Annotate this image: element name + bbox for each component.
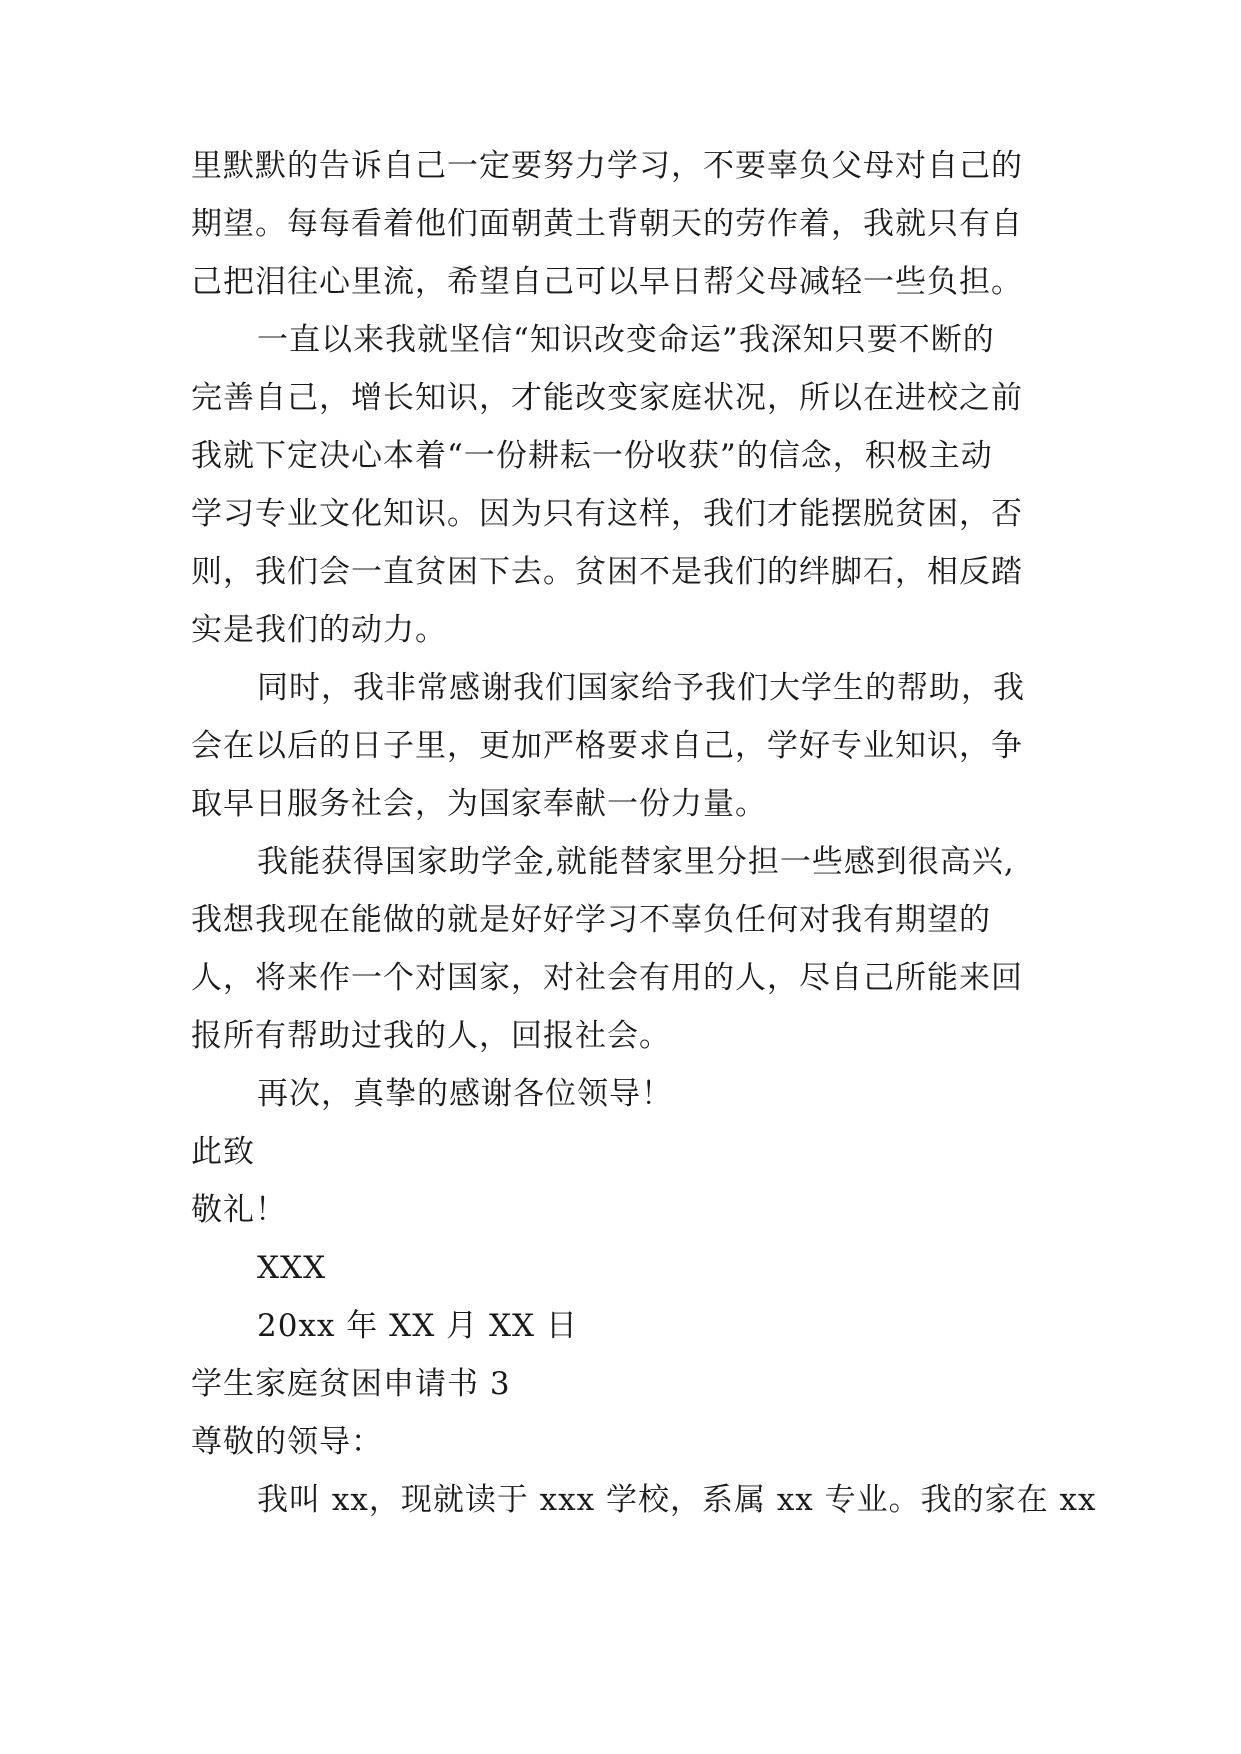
paragraph-line: 我叫 xx，现就读于 xxx 学校，系属 xx 专业。我的家在 xx — [257, 1482, 1097, 1518]
salutation-jingli: 敬礼！ — [191, 1192, 287, 1228]
greeting: 尊敬的领导： — [191, 1424, 383, 1460]
salutation-cizhi: 此致 — [191, 1134, 255, 1170]
signature-date: 20xx 年 XX 月 XX 日 — [257, 1308, 578, 1344]
paragraph-line: 我能获得国家助学金,就能替家里分担一些感到很高兴, — [257, 844, 1015, 880]
paragraph-line: 我就下定决心本着“一份耕耘一份收获”的信念，积极主动 — [191, 438, 993, 474]
paragraph-line: 己把泪往心里流，希望自己可以早日帮父母减轻一些负担。 — [191, 264, 1023, 300]
closing-thanks: 再次，真挚的感谢各位领导！ — [257, 1076, 673, 1112]
paragraph-line: 完善自己，增长知识，才能改变家庭状况，所以在进校之前 — [191, 380, 1023, 416]
paragraph-line: 里默默的告诉自己一定要努力学习，不要辜负父母对自己的 — [191, 148, 1023, 184]
paragraph-line: 学习专业文化知识。因为只有这样，我们才能摆脱贫困，否 — [191, 496, 1023, 532]
section-title: 学生家庭贫困申请书 3 — [191, 1366, 511, 1402]
paragraph-line: 实是我们的动力。 — [191, 612, 447, 648]
paragraph-line: 则，我们会一直贫困下去。贫困不是我们的绊脚石，相反踏 — [191, 554, 1023, 590]
signature-name: XXX — [257, 1250, 327, 1286]
paragraph-line: 一直以来我就坚信“知识改变命运”我深知只要不断的 — [257, 322, 995, 358]
paragraph-line: 报所有帮助过我的人，回报社会。 — [191, 1018, 671, 1054]
paragraph-line: 同时，我非常感谢我们国家给予我们大学生的帮助，我 — [257, 670, 1025, 706]
paragraph-line: 我想我现在能做的就是好好学习不辜负任何对我有期望的 — [191, 902, 991, 938]
paragraph-line: 会在以后的日子里，更加严格要求自己，学好专业知识，争 — [191, 728, 1023, 764]
paragraph-line: 期望。每每看着他们面朝黄土背朝天的劳作着，我就只有自 — [191, 206, 1023, 242]
paragraph-line: 人，将来作一个对国家，对社会有用的人，尽自己所能来回 — [191, 960, 1023, 996]
paragraph-line: 取早日服务社会，为国家奉献一份力量。 — [191, 786, 767, 822]
